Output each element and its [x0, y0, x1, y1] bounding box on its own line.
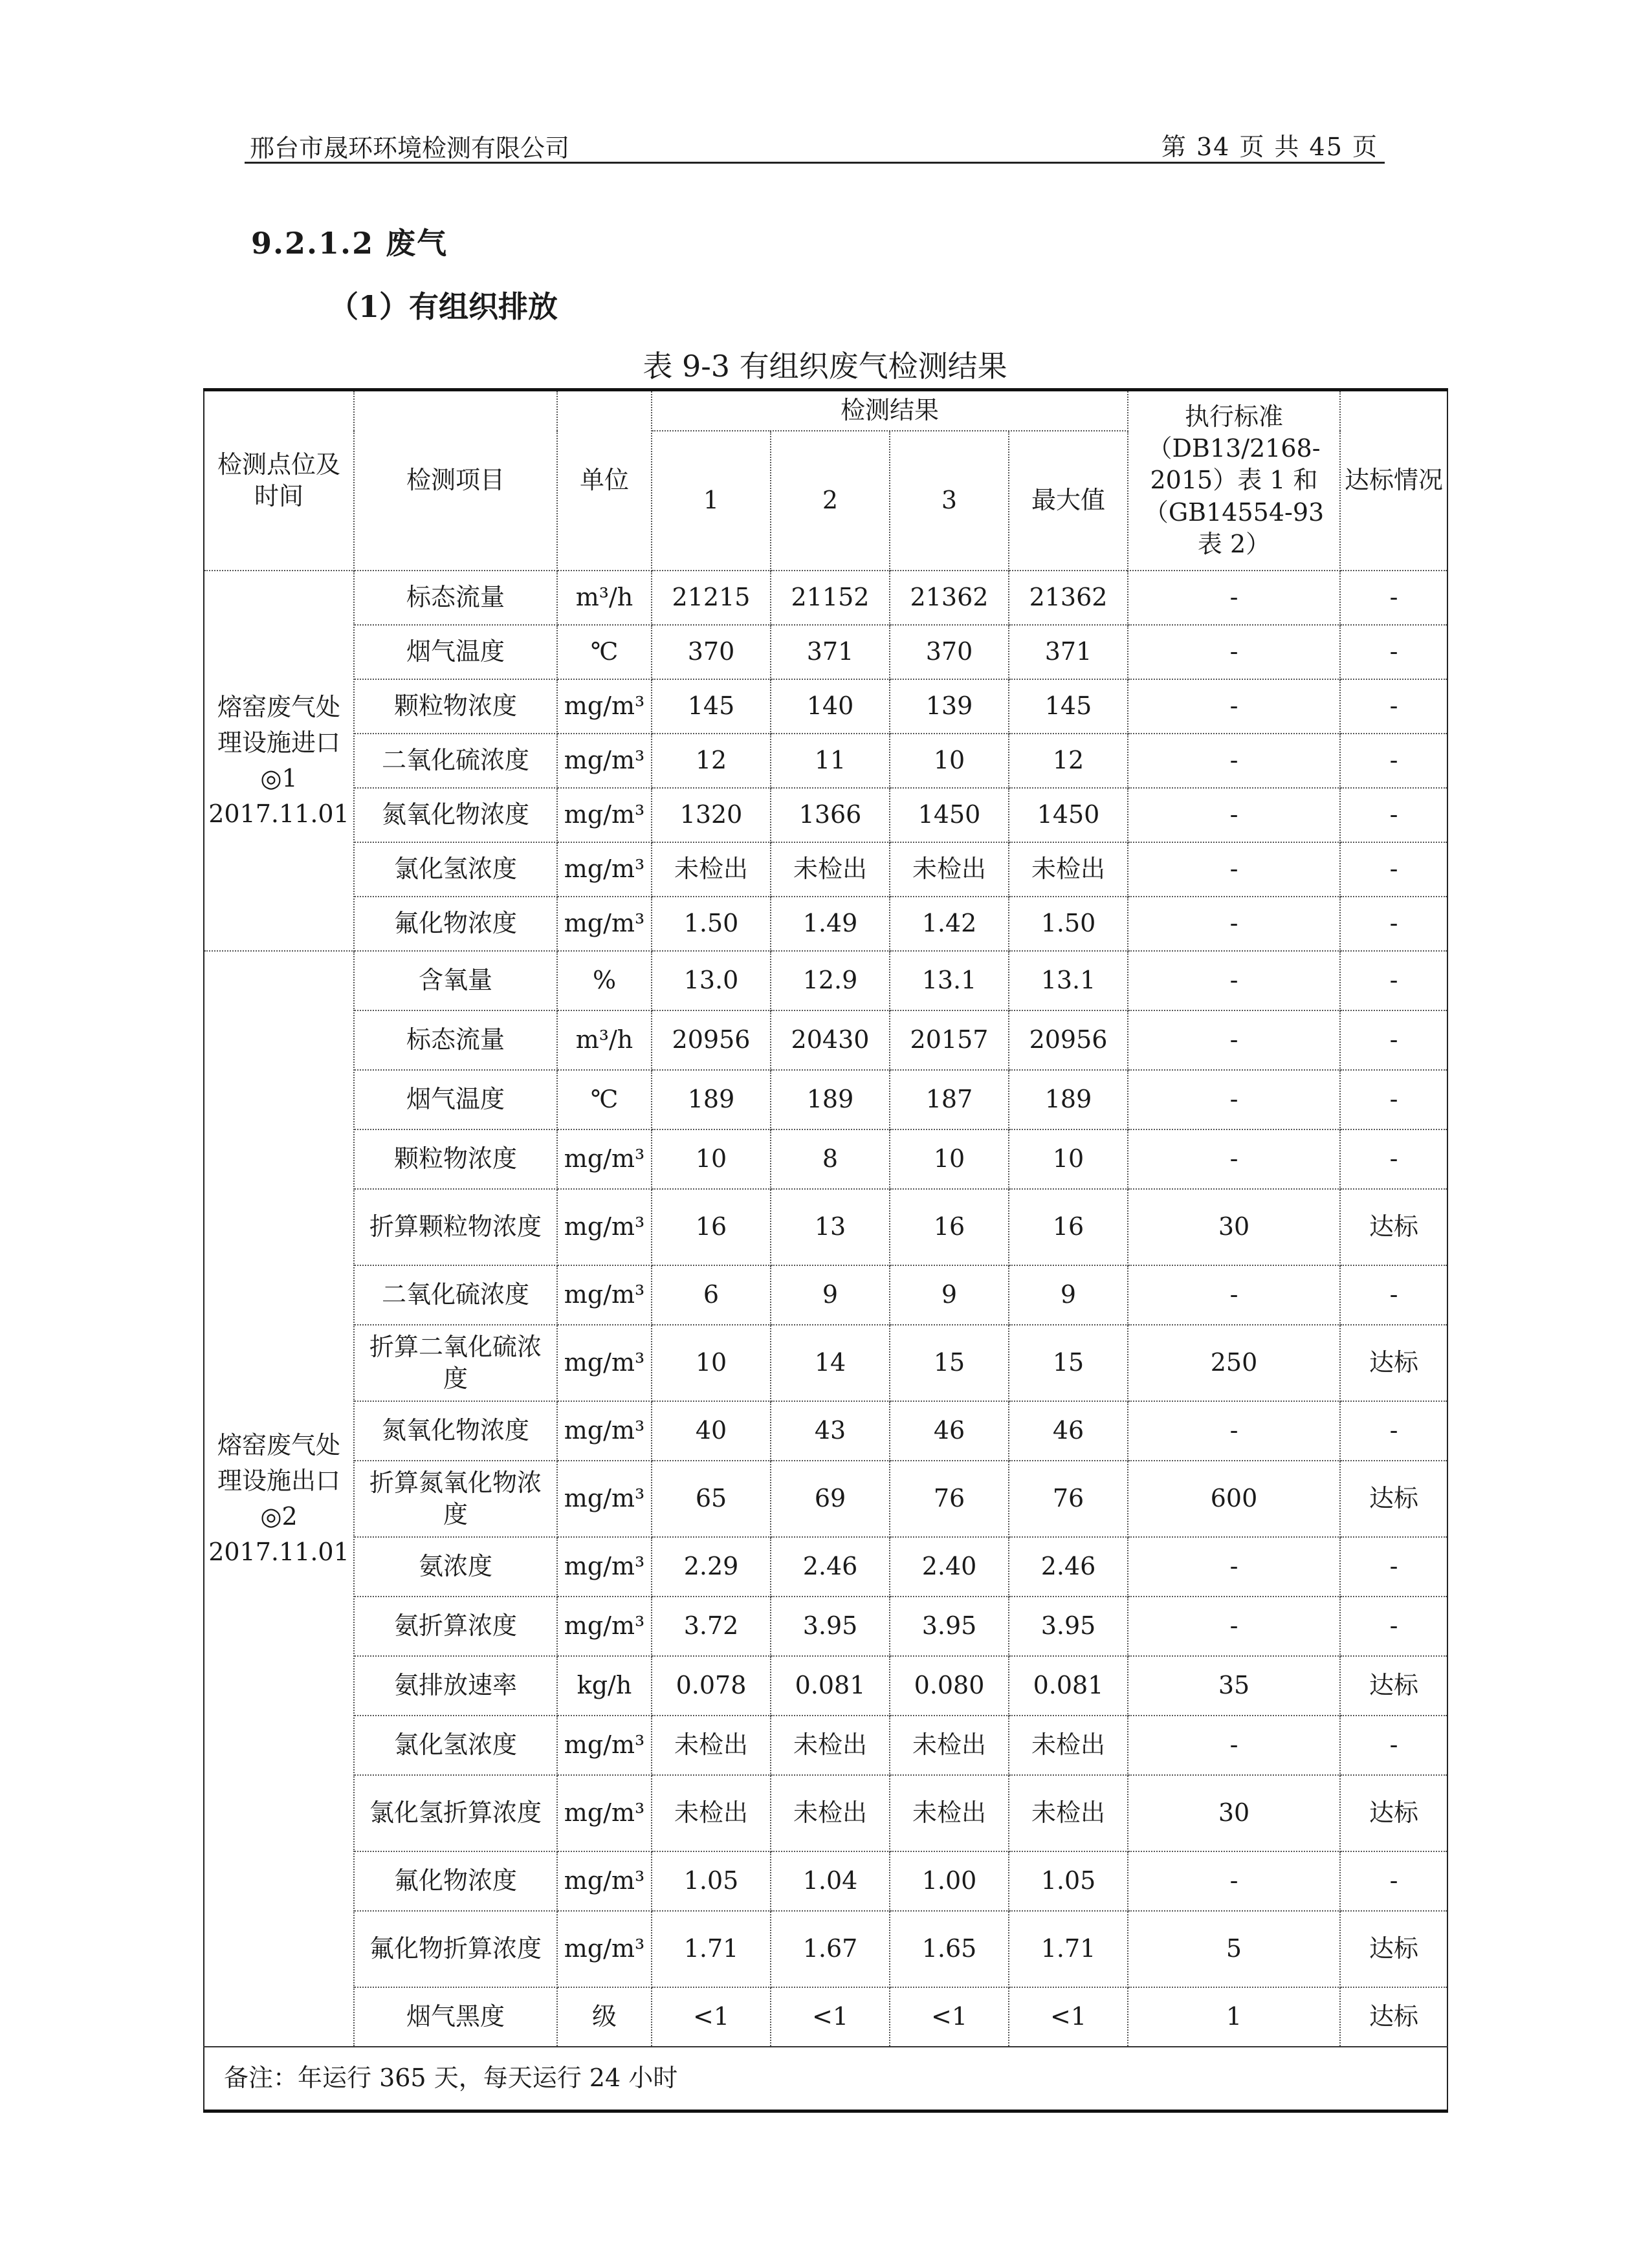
run2-cell: 189	[771, 1070, 890, 1129]
max-cell: 12	[1009, 734, 1128, 788]
run2-cell: 9	[771, 1265, 890, 1325]
run3-cell: 139	[890, 679, 1009, 734]
run3-cell: 3.95	[890, 1597, 1009, 1656]
unit-cell: mg/m³	[557, 897, 652, 951]
item-cell: 氟化物折算浓度	[354, 1911, 557, 1987]
standard-cell: -	[1128, 1597, 1340, 1656]
location-cell: 熔窑废气处理设施进口◎1 2017.11.01	[204, 571, 354, 951]
item-cell: 氮氧化物浓度	[354, 788, 557, 842]
run2-cell: 12.9	[771, 951, 890, 1010]
run1-cell: 1.05	[652, 1851, 771, 1911]
status-cell: 达标	[1340, 1911, 1447, 1987]
table-row	[204, 1401, 1447, 1461]
unit-cell: mg/m³	[557, 1325, 652, 1401]
table-row	[204, 1911, 1447, 1987]
header-item: 检测项目	[354, 390, 557, 571]
header-run1: 1	[652, 431, 771, 571]
table-row	[204, 842, 1447, 897]
max-cell: 145	[1009, 679, 1128, 734]
table-row	[204, 625, 1447, 679]
unit-cell: mg/m³	[557, 1911, 652, 1987]
run3-cell: 370	[890, 625, 1009, 679]
standard-cell: 5	[1128, 1911, 1340, 1987]
note-row	[204, 2047, 1447, 2111]
table-row	[204, 734, 1447, 788]
standard-cell: -	[1128, 679, 1340, 734]
run2-cell: <1	[771, 1987, 890, 2047]
item-cell: 氨排放速率	[354, 1656, 557, 1716]
run3-cell: 10	[890, 1129, 1009, 1189]
standard-cell: -	[1128, 951, 1340, 1010]
max-cell: 未检出	[1009, 1716, 1128, 1775]
run2-cell: 1366	[771, 788, 890, 842]
run3-cell: 2.40	[890, 1537, 1009, 1597]
run1-cell: 2.29	[652, 1537, 771, 1597]
standard-cell: 600	[1128, 1461, 1340, 1537]
run3-cell: 1.65	[890, 1911, 1009, 1987]
run1-cell: <1	[652, 1987, 771, 2047]
standard-cell: -	[1128, 1537, 1340, 1597]
table-row	[204, 1010, 1447, 1070]
item-cell: 氟化物浓度	[354, 1851, 557, 1911]
max-cell: 1.05	[1009, 1851, 1128, 1911]
status-cell: -	[1340, 1597, 1447, 1656]
run3-cell: 187	[890, 1070, 1009, 1129]
max-cell: 15	[1009, 1325, 1128, 1401]
max-cell: 9	[1009, 1265, 1128, 1325]
run1-cell: 1320	[652, 788, 771, 842]
max-cell: 1.50	[1009, 897, 1128, 951]
run2-cell: 69	[771, 1461, 890, 1537]
table-row	[204, 1189, 1447, 1265]
run2-cell: 20430	[771, 1010, 890, 1070]
header-row	[204, 390, 1447, 431]
standard-cell: 250	[1128, 1325, 1340, 1401]
company-name: 邢台市晟环环境检测有限公司	[250, 134, 570, 162]
header-max: 最大值	[1009, 431, 1128, 571]
run3-cell: 10	[890, 734, 1009, 788]
status-cell: -	[1340, 1851, 1447, 1911]
table-row	[204, 1987, 1447, 2047]
unit-cell: ℃	[557, 1070, 652, 1129]
max-cell: 1.71	[1009, 1911, 1128, 1987]
standard-cell: -	[1128, 1401, 1340, 1461]
item-cell: 二氧化硫浓度	[354, 1265, 557, 1325]
standard-cell: 1	[1128, 1987, 1340, 2047]
item-cell: 颗粒物浓度	[354, 1129, 557, 1189]
run3-cell: 46	[890, 1401, 1009, 1461]
run1-cell: 3.72	[652, 1597, 771, 1656]
status-cell: -	[1340, 1716, 1447, 1775]
standard-cell: -	[1128, 788, 1340, 842]
run3-cell: 15	[890, 1325, 1009, 1401]
run3-cell: 1.42	[890, 897, 1009, 951]
standard-cell: 30	[1128, 1775, 1340, 1851]
max-cell: <1	[1009, 1987, 1128, 2047]
status-cell: -	[1340, 625, 1447, 679]
header-status: 达标情况	[1340, 390, 1447, 571]
status-cell: -	[1340, 1265, 1447, 1325]
standard-cell: -	[1128, 625, 1340, 679]
table-row	[204, 788, 1447, 842]
status-cell: 达标	[1340, 1775, 1447, 1851]
max-cell: 未检出	[1009, 842, 1128, 897]
run3-cell: 未检出	[890, 842, 1009, 897]
run1-cell: 13.0	[652, 951, 771, 1010]
item-cell: 折算颗粒物浓度	[354, 1189, 557, 1265]
run3-cell: 76	[890, 1461, 1009, 1537]
run3-cell: 未检出	[890, 1716, 1009, 1775]
run2-cell: 未检出	[771, 1716, 890, 1775]
run1-cell: 1.71	[652, 1911, 771, 1987]
max-cell: 未检出	[1009, 1775, 1128, 1851]
run3-cell: 1.00	[890, 1851, 1009, 1911]
status-cell: 达标	[1340, 1656, 1447, 1716]
run1-cell: 65	[652, 1461, 771, 1537]
run2-cell: 371	[771, 625, 890, 679]
unit-cell: %	[557, 951, 652, 1010]
run1-cell: 40	[652, 1401, 771, 1461]
header-run2: 2	[771, 431, 890, 571]
max-cell: 20956	[1009, 1010, 1128, 1070]
status-cell: -	[1340, 842, 1447, 897]
unit-cell: mg/m³	[557, 1851, 652, 1911]
run1-cell: 6	[652, 1265, 771, 1325]
max-cell: 0.081	[1009, 1656, 1128, 1716]
run1-cell: 未检出	[652, 1716, 771, 1775]
run1-cell: 1.50	[652, 897, 771, 951]
unit-cell: m³/h	[557, 1010, 652, 1070]
status-cell: -	[1340, 1401, 1447, 1461]
run1-cell: 未检出	[652, 1775, 771, 1851]
run2-cell: 43	[771, 1401, 890, 1461]
status-cell: 达标	[1340, 1987, 1447, 2047]
header-run3: 3	[890, 431, 1009, 571]
table-row	[204, 1070, 1447, 1129]
unit-cell: mg/m³	[557, 1461, 652, 1537]
standard-cell: -	[1128, 1010, 1340, 1070]
standard-cell: -	[1128, 571, 1340, 625]
unit-cell: mg/m³	[557, 734, 652, 788]
unit-cell: mg/m³	[557, 1265, 652, 1325]
table-row	[204, 1851, 1447, 1911]
unit-cell: mg/m³	[557, 1129, 652, 1189]
run2-cell: 3.95	[771, 1597, 890, 1656]
header-location: 检测点位及时间	[204, 390, 354, 571]
item-cell: 含氧量	[354, 951, 557, 1010]
run3-cell: 21362	[890, 571, 1009, 625]
run1-cell: 16	[652, 1189, 771, 1265]
max-cell: 189	[1009, 1070, 1128, 1129]
page-number: 第 34 页 共 45 页	[1161, 133, 1378, 161]
table-row	[204, 951, 1447, 1010]
run2-cell: 11	[771, 734, 890, 788]
run2-cell: 1.49	[771, 897, 890, 951]
unit-cell: m³/h	[557, 571, 652, 625]
run1-cell: 10	[652, 1325, 771, 1401]
run1-cell: 20956	[652, 1010, 771, 1070]
standard-cell: -	[1128, 1716, 1340, 1775]
max-cell: 13.1	[1009, 951, 1128, 1010]
status-cell: -	[1340, 1070, 1447, 1129]
header-unit: 单位	[557, 390, 652, 571]
item-cell: 氯化氢浓度	[354, 842, 557, 897]
unit-cell: mg/m³	[557, 1537, 652, 1597]
max-cell: 371	[1009, 625, 1128, 679]
item-cell: 二氧化硫浓度	[354, 734, 557, 788]
item-cell: 标态流量	[354, 571, 557, 625]
table-row	[204, 1325, 1447, 1401]
max-cell: 76	[1009, 1461, 1128, 1537]
table-row	[204, 897, 1447, 951]
standard-cell: -	[1128, 897, 1340, 951]
run1-cell: 10	[652, 1129, 771, 1189]
run1-cell: 未检出	[652, 842, 771, 897]
standard-cell: -	[1128, 734, 1340, 788]
status-cell: 达标	[1340, 1325, 1447, 1401]
status-cell: -	[1340, 571, 1447, 625]
unit-cell: mg/m³	[557, 1775, 652, 1851]
standard-cell: -	[1128, 1129, 1340, 1189]
run2-cell: 13	[771, 1189, 890, 1265]
run1-cell: 12	[652, 734, 771, 788]
run3-cell: 13.1	[890, 951, 1009, 1010]
run2-cell: 8	[771, 1129, 890, 1189]
item-cell: 标态流量	[354, 1010, 557, 1070]
section-title: 9.2.1.2 废气	[251, 226, 448, 261]
run1-cell: 0.078	[652, 1656, 771, 1716]
run2-cell: 14	[771, 1325, 890, 1401]
max-cell: 16	[1009, 1189, 1128, 1265]
item-cell: 氨浓度	[354, 1537, 557, 1597]
run3-cell: 1450	[890, 788, 1009, 842]
status-cell: -	[1340, 1537, 1447, 1597]
unit-cell: mg/m³	[557, 1189, 652, 1265]
status-cell: -	[1340, 897, 1447, 951]
item-cell: 氟化物浓度	[354, 897, 557, 951]
run3-cell: 9	[890, 1265, 1009, 1325]
run2-cell: 未检出	[771, 1775, 890, 1851]
status-cell: 达标	[1340, 1461, 1447, 1537]
status-cell: -	[1340, 951, 1447, 1010]
standard-cell: -	[1128, 1851, 1340, 1911]
item-cell: 氮氧化物浓度	[354, 1401, 557, 1461]
unit-cell: kg/h	[557, 1656, 652, 1716]
table-row	[204, 1656, 1447, 1716]
table-row	[204, 1537, 1447, 1597]
unit-cell: ℃	[557, 625, 652, 679]
header-results: 检测结果	[652, 390, 1128, 431]
status-cell: 达标	[1340, 1189, 1447, 1265]
run1-cell: 189	[652, 1070, 771, 1129]
item-cell: 颗粒物浓度	[354, 679, 557, 734]
item-cell: 氯化氢浓度	[354, 1716, 557, 1775]
table-row	[204, 1461, 1447, 1537]
item-cell: 烟气黑度	[354, 1987, 557, 2047]
max-cell: 10	[1009, 1129, 1128, 1189]
unit-cell: 级	[557, 1987, 652, 2047]
run3-cell: 0.080	[890, 1656, 1009, 1716]
table-row	[204, 679, 1447, 734]
item-cell: 氯化氢折算浓度	[354, 1775, 557, 1851]
unit-cell: mg/m³	[557, 679, 652, 734]
results-table	[203, 388, 1448, 2113]
table-caption: 表 9-3 有组织废气检测结果	[643, 349, 1007, 384]
table-row	[204, 1597, 1447, 1656]
item-cell: 折算二氧化硫浓度	[354, 1325, 557, 1401]
table-note: 备注：年运行 365 天，每天运行 24 小时	[204, 2047, 1447, 2111]
run2-cell: 1.67	[771, 1911, 890, 1987]
unit-cell: mg/m³	[557, 1401, 652, 1461]
run2-cell: 21152	[771, 571, 890, 625]
run1-cell: 21215	[652, 571, 771, 625]
status-cell: -	[1340, 1010, 1447, 1070]
status-cell: -	[1340, 679, 1447, 734]
status-cell: -	[1340, 788, 1447, 842]
subsection-title: （1）有组织排放	[329, 289, 558, 324]
location-cell: 熔窑废气处理设施出口◎2 2017.11.01	[204, 951, 354, 2047]
run2-cell: 2.46	[771, 1537, 890, 1597]
standard-cell: 35	[1128, 1656, 1340, 1716]
item-cell: 烟气温度	[354, 625, 557, 679]
max-cell: 2.46	[1009, 1537, 1128, 1597]
header-standard: 执行标准（DB13/2168-2015）表 1 和（GB14554-93 表 2）	[1128, 390, 1340, 571]
standard-cell: -	[1128, 1070, 1340, 1129]
status-cell: -	[1340, 734, 1447, 788]
standard-cell: -	[1128, 1265, 1340, 1325]
table-row	[204, 1716, 1447, 1775]
run1-cell: 145	[652, 679, 771, 734]
table-row	[204, 1129, 1447, 1189]
max-cell: 21362	[1009, 571, 1128, 625]
unit-cell: mg/m³	[557, 788, 652, 842]
page-header	[245, 123, 1385, 164]
run1-cell: 370	[652, 625, 771, 679]
table-row	[204, 1265, 1447, 1325]
item-cell: 氨折算浓度	[354, 1597, 557, 1656]
max-cell: 1450	[1009, 788, 1128, 842]
run2-cell: 0.081	[771, 1656, 890, 1716]
unit-cell: mg/m³	[557, 842, 652, 897]
run3-cell: <1	[890, 1987, 1009, 2047]
run3-cell: 16	[890, 1189, 1009, 1265]
standard-cell: 30	[1128, 1189, 1340, 1265]
run2-cell: 140	[771, 679, 890, 734]
item-cell: 烟气温度	[354, 1070, 557, 1129]
unit-cell: mg/m³	[557, 1597, 652, 1656]
run2-cell: 1.04	[771, 1851, 890, 1911]
run2-cell: 未检出	[771, 842, 890, 897]
run3-cell: 20157	[890, 1010, 1009, 1070]
table-row	[204, 1775, 1447, 1851]
table-row	[204, 571, 1447, 625]
standard-cell: -	[1128, 842, 1340, 897]
run3-cell: 未检出	[890, 1775, 1009, 1851]
max-cell: 3.95	[1009, 1597, 1128, 1656]
unit-cell: mg/m³	[557, 1716, 652, 1775]
status-cell: -	[1340, 1129, 1447, 1189]
max-cell: 46	[1009, 1401, 1128, 1461]
item-cell: 折算氮氧化物浓度	[354, 1461, 557, 1537]
